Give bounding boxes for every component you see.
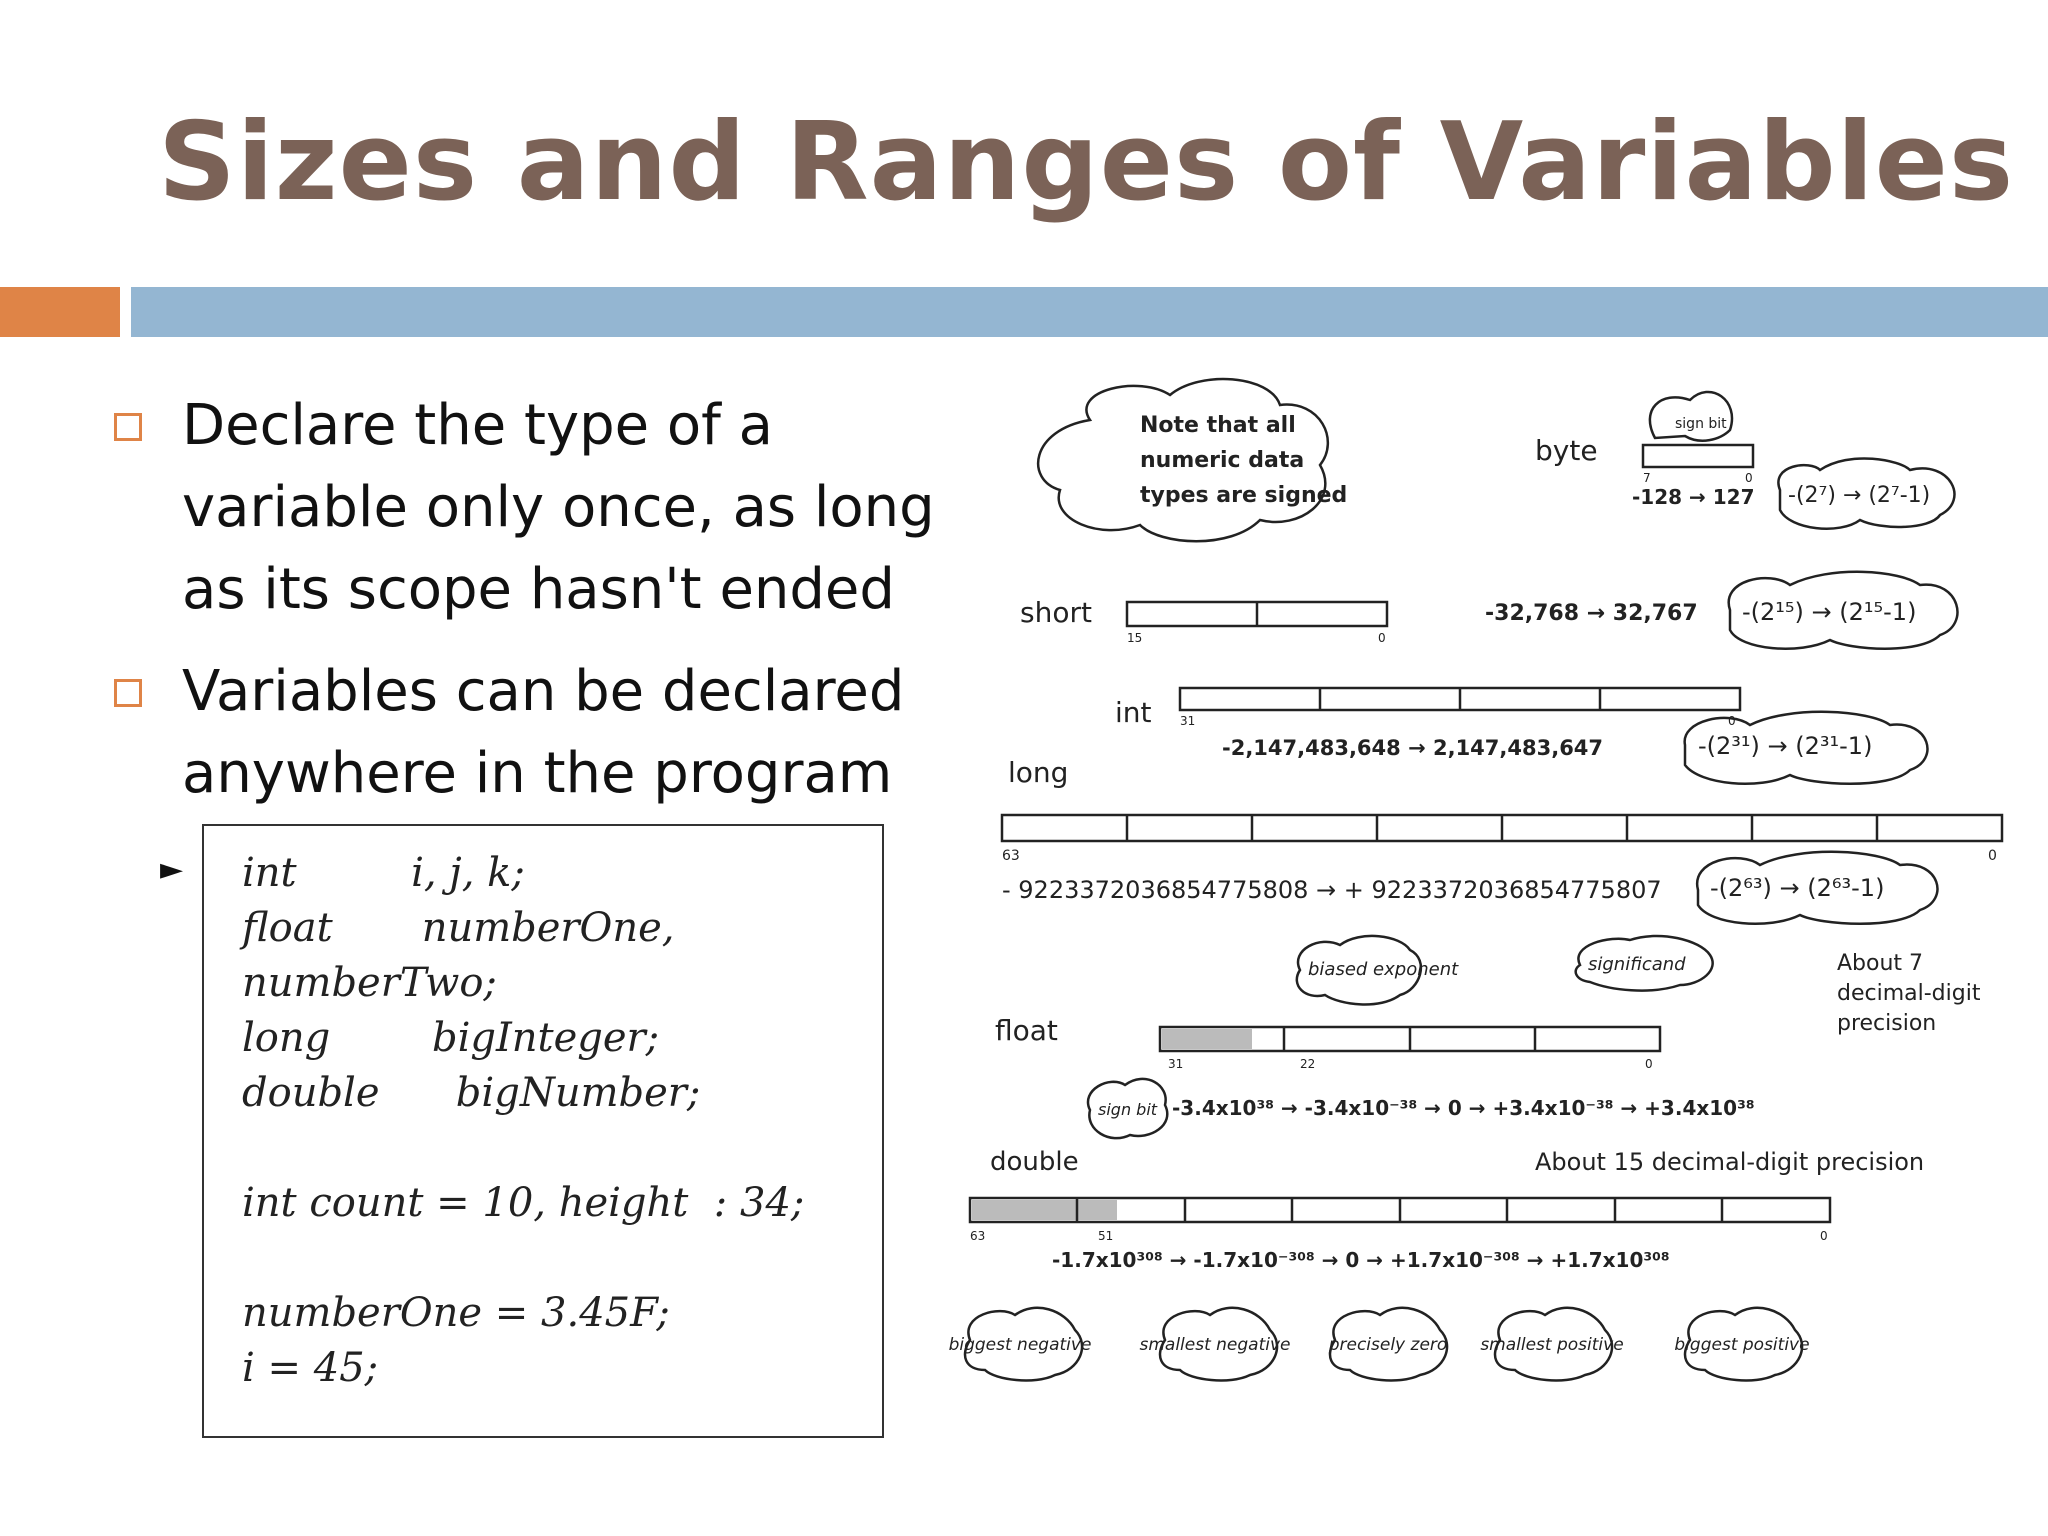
code-line: long bigInteger; xyxy=(242,1015,660,1061)
int-bit-lo: 0 xyxy=(1728,714,1736,728)
data-type-ranges-diagram xyxy=(940,370,2040,1430)
long-range: - 9223372036854775808 → + 9223372036854775807 xyxy=(1002,876,1662,904)
long-bit-lo: 0 xyxy=(1988,848,1997,864)
short-label: short xyxy=(1020,596,1092,629)
note-line: types are signed xyxy=(1140,483,1348,508)
double-range: -1.7x10³⁰⁸ → -1.7x10⁻³⁰⁸ → 0 → +1.7x10⁻³⁰⁸ → +1.7x10³⁰⁸ xyxy=(1052,1248,1670,1272)
note-line: Note that all xyxy=(1140,413,1296,438)
double-precision: About 15 decimal-digit precision xyxy=(1535,1148,1925,1176)
bullet-item xyxy=(110,651,940,815)
square-bullet-icon xyxy=(114,679,142,707)
code-line: numberTwo; xyxy=(242,960,497,1006)
code-line: i = 45; xyxy=(242,1345,379,1391)
double-bit-lo: 0 xyxy=(1820,1229,1828,1243)
float-precision-line: precision xyxy=(1837,1011,1937,1036)
significand-label: significand xyxy=(1588,954,1686,975)
short-range-formula: -(2¹⁵) → (2¹⁵-1) xyxy=(1742,598,1917,626)
accent-bar-orange xyxy=(0,287,120,337)
byte-range: -128 → 127 xyxy=(1632,485,1755,509)
float-sign-bit: sign bit xyxy=(1098,1100,1158,1119)
float-bit-lo: 0 xyxy=(1645,1057,1653,1071)
square-bullet-icon xyxy=(114,413,142,441)
bullet-item xyxy=(110,385,940,631)
smallest-negative-label: smallest negative xyxy=(1139,1335,1291,1355)
code-line xyxy=(242,1231,804,1286)
byte-sign-bit: sign bit xyxy=(1675,416,1727,432)
double-bit-mid: 51 xyxy=(1098,1229,1114,1243)
float-bit-mid: 22 xyxy=(1300,1057,1316,1071)
code-line: numberOne = 3.45F; xyxy=(242,1290,670,1336)
int-range: -2,147,483,648 → 2,147,483,647 xyxy=(1222,736,1604,760)
float-bit-hi: 31 xyxy=(1168,1057,1184,1071)
smallest-positive-label: smallest positive xyxy=(1480,1335,1624,1355)
long-range-formula: -(2⁶³) → (2⁶³-1) xyxy=(1710,874,1885,902)
bullet-list xyxy=(110,385,940,835)
accent-bar-blue xyxy=(131,287,2048,337)
long-bit-hi: 63 xyxy=(1002,848,1020,864)
bullet-text: Variables can be declared anywhere in the program xyxy=(182,659,905,806)
biggest-negative-label: biggest negative xyxy=(948,1335,1092,1355)
byte-bit-lo: 0 xyxy=(1745,471,1753,485)
slide-title: Sizes and Ranges of Variables xyxy=(158,100,2015,225)
double-label: double xyxy=(990,1147,1079,1177)
byte-label: byte xyxy=(1535,434,1598,467)
float-range: -3.4x10³⁸ → -3.4x10⁻³⁸ → 0 → +3.4x10⁻³⁸ → +3.4x10³⁸ xyxy=(1172,1096,1755,1120)
int-label: int xyxy=(1115,696,1152,729)
code-line: float numberOne, xyxy=(242,905,675,951)
code-line: int i, j, k; xyxy=(242,850,525,896)
long-label: long xyxy=(1008,756,1069,789)
int-bit-hi: 31 xyxy=(1180,714,1196,728)
code-sample xyxy=(242,846,804,1396)
byte-bit-hi: 7 xyxy=(1643,471,1651,485)
biased-exponent-label: biased exponent xyxy=(1308,959,1459,980)
code-line: int count = 10, height : 34; xyxy=(242,1180,805,1226)
double-bit-hi: 63 xyxy=(970,1229,986,1243)
short-bit-lo: 0 xyxy=(1378,631,1386,645)
biggest-positive-label: biggest positive xyxy=(1674,1335,1810,1355)
code-sample-box xyxy=(202,824,884,1438)
note-line: numeric data xyxy=(1140,448,1305,473)
int-range-formula: -(2³¹) → (2³¹-1) xyxy=(1698,732,1873,760)
bullet-text: Declare the type of a variable only once, as long as its scope hasn't ended xyxy=(182,393,935,622)
arrow-pointer-icon: ► xyxy=(160,852,184,887)
precisely-zero-label: precisely zero xyxy=(1328,1335,1448,1355)
float-label: float xyxy=(995,1014,1058,1047)
code-line: double bigNumber; xyxy=(242,1070,701,1116)
float-precision-line: About 7 xyxy=(1837,951,1924,976)
code-line xyxy=(242,1121,804,1176)
byte-range-formula: -(2⁷) → (2⁷-1) xyxy=(1788,483,1931,508)
short-range: -32,768 → 32,767 xyxy=(1485,601,1698,626)
float-precision-line: decimal-digit xyxy=(1837,981,1981,1006)
short-bit-hi: 15 xyxy=(1127,631,1143,645)
